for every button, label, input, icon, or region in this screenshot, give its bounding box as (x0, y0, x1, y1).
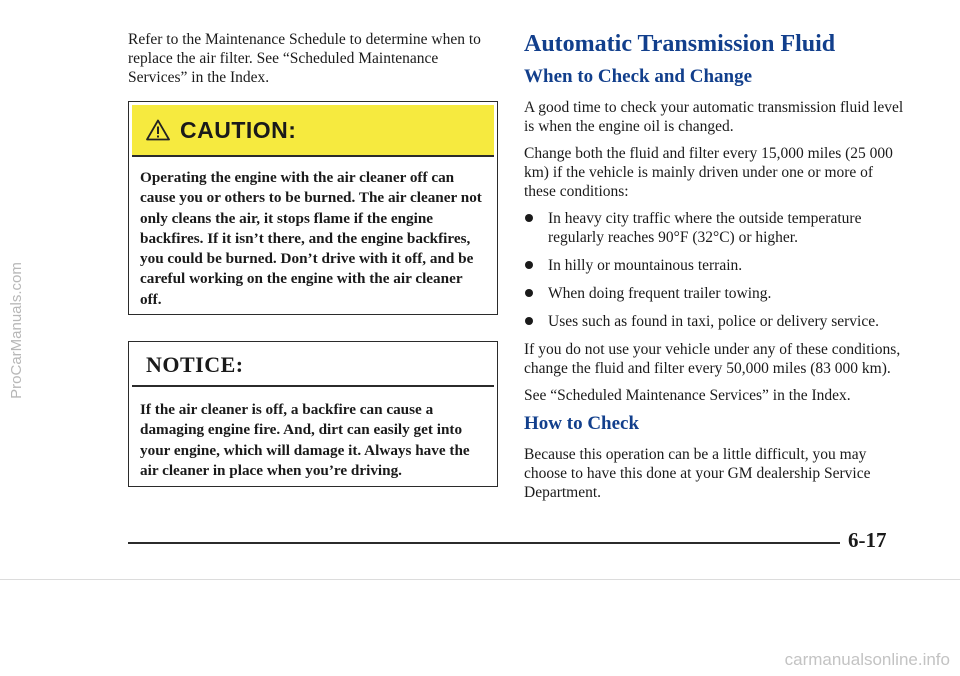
list-item-text: In heavy city traffic where the outside temperature regularly reaches 90°F (32°C) or higher. (548, 210, 862, 246)
bullet-icon (525, 317, 533, 325)
notice-title: NOTICE: (146, 352, 244, 377)
bullet-icon (525, 261, 533, 269)
list-item (524, 284, 904, 303)
section-title: Automatic Transmission Fluid (524, 31, 836, 57)
notice-box (128, 341, 498, 487)
caution-box (128, 101, 498, 315)
footer-divider (128, 542, 840, 544)
intro-paragraph: Refer to the Maintenance Schedule to determine when to replace the air filter. See “Scheduled Maintenance Services” in the Index. (128, 31, 481, 86)
side-watermark (2, 180, 30, 480)
side-watermark-text: ProCarManuals.com (7, 261, 25, 399)
page-number: 6-17 (848, 528, 887, 552)
bullet-icon (525, 214, 533, 222)
list-item (524, 209, 904, 247)
notice-text: If the air cleaner is off, a backfire can cause a damaging engine fire. And, dirt can easily get into your engine, which will damage it. Always have the air cleaner in place when you’re driving. (140, 401, 470, 479)
paragraph-change-interval: Change both the fluid and filter every 15,000 miles (25 000 km) if the vehicle is mainly driven under one or more of these conditions: (524, 145, 893, 200)
warning-triangle-icon (146, 119, 170, 141)
caution-title: CAUTION: (180, 116, 297, 143)
left-column (128, 30, 498, 95)
bottom-watermark: carmanualsonline.info (784, 650, 950, 669)
paragraph-normal-interval: If you do not use your vehicle under any of these conditions, change the fluid and filter every 50,000 miles (83 000 km). (524, 341, 901, 377)
caution-header (132, 105, 494, 157)
right-column (524, 30, 904, 510)
list-item-text: Uses such as found in taxi, police or delivery service. (548, 313, 880, 330)
paragraph-check-level: A good time to check your automatic transmission fluid level is when the engine oil is changed. (524, 99, 904, 135)
subheading-when-to-check: When to Check and Change (524, 66, 753, 87)
conditions-list (524, 209, 904, 331)
list-item-text: In hilly or mountainous terrain. (548, 257, 743, 274)
bottom-divider (0, 579, 960, 580)
caution-text: Operating the engine with the air cleaner off can cause you or others to be burned. The air cleaner not only cleans the air, it stops flame if the engine backfires. If it isn’t there, and the engine backfires, you could be burned. Don’t drive with it off, and be careful working on the engine with the air cleaner off. (140, 169, 482, 308)
bullet-icon (525, 289, 533, 297)
list-item (524, 256, 904, 275)
paragraph-see-index: See “Scheduled Maintenance Services” in the Index. (524, 387, 851, 404)
list-item-text: When doing frequent trailer towing. (548, 285, 772, 302)
list-item (524, 312, 904, 331)
notice-header (132, 345, 494, 387)
subheading-how-to-check: How to Check (524, 413, 640, 434)
paragraph-dealer-service: Because this operation can be a little difficult, you may choose to have this done at your GM dealership Service Department. (524, 446, 871, 501)
